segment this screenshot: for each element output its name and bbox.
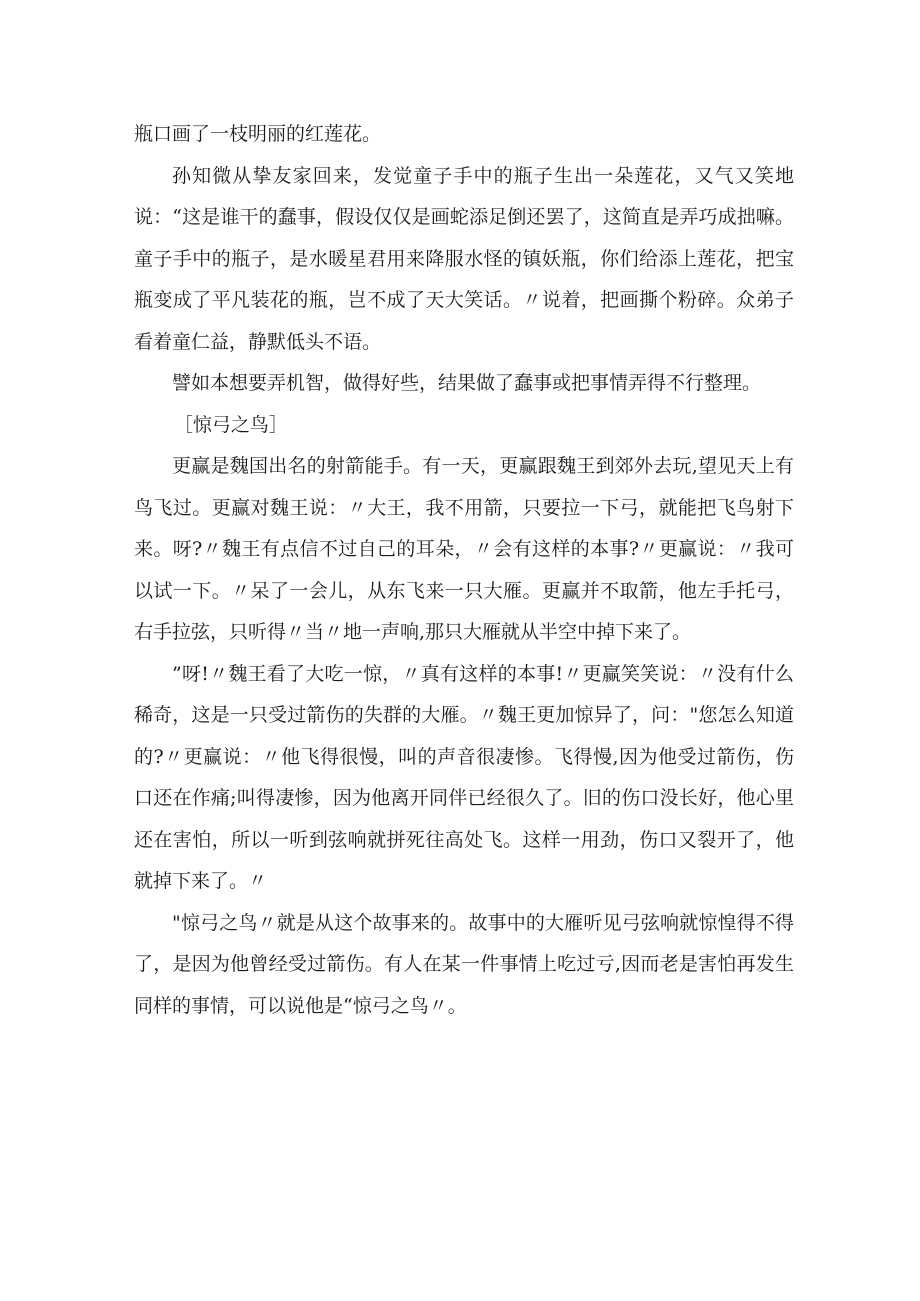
section-heading: ［惊弓之鸟］ <box>173 413 288 436</box>
document-body <box>134 114 794 1027</box>
paragraph-geng-ying-story: 更赢是魏国出名的射箭能手。有一天，更赢跟魏王到郊外去玩,望见天上有鸟飞过。更赢对魏王说：〃大王，我不用箭，只要拉一下弓，就能把飞鸟射下来。呀?〃魏王有点信不过自己的耳朵，〃会有这样的本事?〃更赢说：〃我可以试一下。〃呆了一会儿，从东飞来一只大雁。更赢并不取箭，他左手托弓，右手拉弦，只听得〃当〃地一声响,那只大雁就从半空中掉下来了。 <box>134 455 794 643</box>
paragraph-idiom-meaning: 譬如本想要弄机智，做得好些，结果做了蠢事或把事情弄得不行整理。 <box>172 372 762 394</box>
paragraph-sun-zhiwei: 孙知微从挚友家回来，发觉童子手中的瓶子生出一朵莲花，又气又笑地说：“这是谁干的蠢事，假设仅仅是画蛇添足倒还罢了，这简直是弄巧成拙嘛。童子手中的瓶子，是水暖星君用来降服水怪的镇妖瓶，你们给添上莲花，把宝瓶变成了平凡装花的瓶，岂不成了天大笑话。〃说着，把画撕个粉碎。众弟子看着童仁益，静默低头不语。 <box>134 164 794 353</box>
paragraph-wei-king-surprise: ”呀!〃魏王看了大吃一惊，〃真有这样的本事!〃更赢笑笑说：〃没有什么稀奇，这是一只受过箭伤的失群的大雁。〃魏王更加惊异了，问："您怎么知道的?〃更赢说：〃他飞得很慢，叫的声音很凄惨。飞得慢,因为他受过箭伤，伤口还在作痛;叫得凄惨，因为他离开同伴已经很久了。旧的伤口没长好，他心里还在害怕，所以一听到弦响就拼死往高处飞。这样一用劲，伤口又裂开了，他就掉下来了。〃 <box>134 662 794 892</box>
paragraph-continuation: 瓶口画了一枝明丽的红莲花。 <box>134 123 382 145</box>
paragraph-idiom-origin: "惊弓之鸟〃就是从这个故事来的。故事中的大雁听见弓弦响就惊惶得不得了，是因为他曾经受过箭伤。有人在某一件事情上吃过亏,因而老是害怕再发生同样的事情，可以说他是“惊弓之鸟〃。 <box>134 911 794 1017</box>
